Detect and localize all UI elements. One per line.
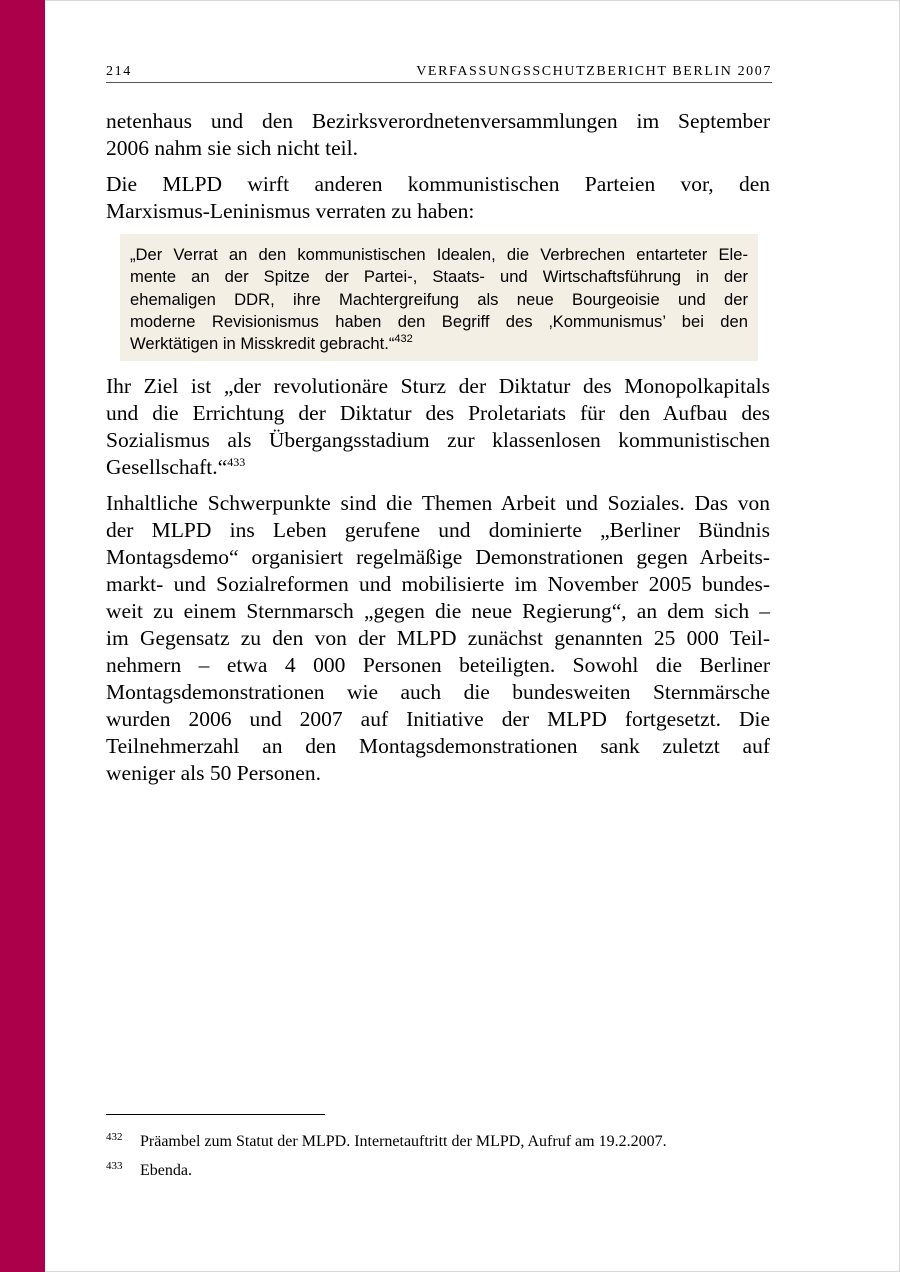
footnote-reference[interactable]: 432: [394, 333, 413, 346]
footnote-separator: [106, 1114, 325, 1115]
text-line: [106, 198, 770, 225]
line-text: mente an der Spitze der Partei-, Staats- und Wirtschaftsführung in der: [130, 267, 748, 287]
footnote-text: Ebenda.: [140, 1162, 192, 1179]
footnote-number: 432: [106, 1131, 123, 1143]
text-line: [106, 706, 770, 733]
line-text: ehemaligen DDR, ihre Machtergreifung als neue Bourgeoisie und der: [130, 289, 748, 309]
line-text: Sozialismus als Übergangsstadium zur klassenlosen kommunistischen: [106, 428, 770, 453]
text-line: [130, 333, 748, 355]
line-text: wurden 2006 und 2007 auf Initiative der MLPD fortgesetzt. Die: [106, 707, 770, 732]
text-line: [106, 517, 770, 544]
text-line: [106, 760, 770, 787]
line-text: im Gegensatz zu den von der MLPD zunächst genannten 25 000 Teil-: [106, 626, 770, 651]
sidebar-color-bar: [0, 0, 45, 1272]
line-text: Teilnehmerzahl an den Montagsdemonstrationen sank zuletzt auf: [106, 734, 770, 759]
line-text: moderne Revisionismus haben den Begriff des ‚Kommunismus’ bei den: [130, 311, 748, 331]
text-line: [106, 108, 770, 135]
line-text: Ihr Ziel ist „der revolutionäre Sturz der Diktatur des Monopolkapitals: [106, 374, 770, 399]
footnote: [106, 1133, 786, 1162]
text-line: [106, 454, 770, 481]
line-text: Montagsdemo“ organisiert regelmäßige Demonstrationen gegen Arbeits-: [106, 545, 770, 570]
text-line: [106, 490, 770, 517]
text-line: [106, 598, 770, 625]
text-line: [130, 244, 748, 266]
paragraph: [106, 108, 770, 162]
line-text: Werktätigen in Misskredit gebracht.“: [130, 334, 395, 354]
line-text: Gesellschaft.“: [106, 455, 228, 480]
text-line: [106, 427, 770, 454]
text-line: [130, 289, 748, 311]
line-text: weit zu einem Sternmarsch „gegen die neue Regierung“, an dem sich –: [106, 599, 770, 624]
line-text: markt- und Sozialreformen und mobilisierte im November 2005 bundes-: [106, 572, 770, 597]
text-line: [106, 373, 770, 400]
text-line: [106, 625, 770, 652]
body-text: [106, 108, 770, 796]
line-text: 2006 nahm sie sich nicht teil.: [106, 136, 358, 160]
footnote-reference[interactable]: 433: [227, 455, 246, 470]
line-text: Montagsdemonstrationen wie auch die bundesweiten Sternmärsche: [106, 680, 770, 705]
line-text: weniger als 50 Personen.: [106, 761, 321, 786]
running-header: [106, 62, 772, 83]
text-line: [106, 400, 770, 427]
text-line: [106, 171, 770, 198]
text-line: [106, 679, 770, 706]
paragraph: [106, 373, 770, 481]
footnotes: [106, 1133, 786, 1191]
line-text: netenhaus und den Bezirksverordnetenversammlungen im September: [106, 109, 770, 133]
block-quote: [120, 234, 758, 361]
paragraph: [106, 490, 770, 787]
footnote-text: Präambel zum Statut der MLPD. Internetauftritt der MLPD, Aufruf am 19.2.2007.: [140, 1133, 667, 1150]
running-title: VERFASSUNGSSCHUTZBERICHT BERLIN 2007: [416, 64, 772, 79]
footnote-number: 433: [106, 1160, 123, 1172]
line-text: und die Errichtung der Diktatur des Proletariats für den Aufbau des: [106, 401, 770, 426]
text-line: [106, 135, 770, 162]
text-line: [130, 311, 748, 333]
line-text: nehmern – etwa 4 000 Personen beteiligten. Sowohl die Berliner: [106, 653, 770, 678]
page-number: 214: [106, 64, 132, 79]
line-text: Marxismus-Leninismus verraten zu haben:: [106, 199, 475, 223]
line-text: „Der Verrat an den kommunistischen Idealen, die Verbrechen entarteter Ele-: [130, 245, 748, 264]
text-line: [106, 571, 770, 598]
text-line: [106, 544, 770, 571]
paragraph: [106, 171, 770, 225]
text-line: [106, 652, 770, 679]
line-text: der MLPD ins Leben gerufene und dominierte „Berliner Bündnis: [106, 518, 770, 543]
text-line: [130, 266, 748, 288]
line-text: Die MLPD wirft anderen kommunistischen Parteien vor, den: [106, 172, 770, 196]
text-line: [106, 733, 770, 760]
footnote: [106, 1162, 786, 1191]
line-text: Inhaltliche Schwerpunkte sind die Themen Arbeit und Soziales. Das von: [106, 491, 770, 516]
